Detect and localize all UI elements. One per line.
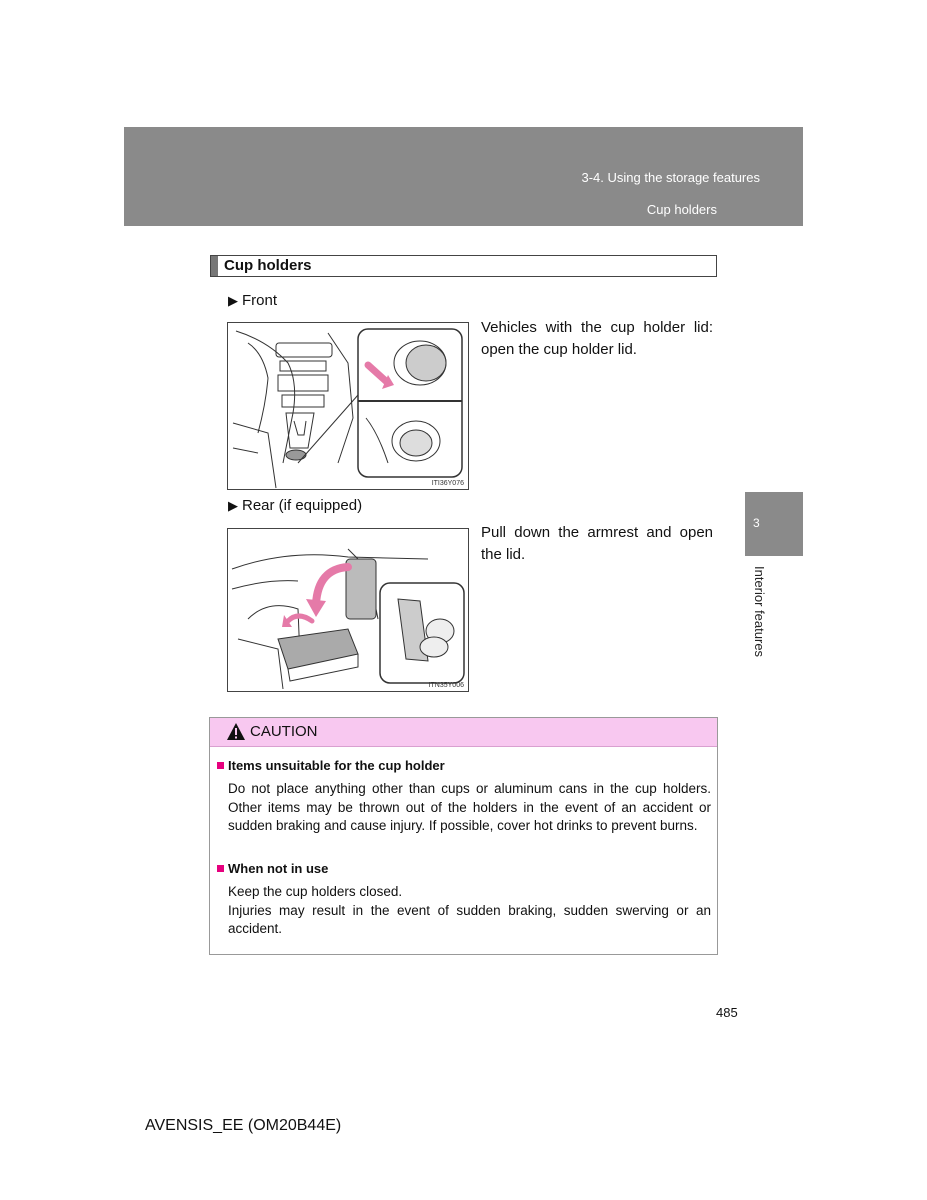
caution-body-line: Keep the cup holders closed.: [228, 884, 403, 899]
chapter-tab: [745, 492, 803, 556]
caution-title: CAUTION: [250, 723, 318, 740]
rear-heading: [228, 497, 362, 514]
rear-armrest-cup-holder-illustration: [228, 529, 468, 691]
rear-heading-text: Rear (if equipped): [242, 497, 363, 514]
page-number: 485: [716, 1005, 738, 1020]
caution-header: [210, 718, 717, 747]
header-topic-title: Cup holders: [646, 202, 717, 217]
chapter-number: 3: [753, 516, 760, 530]
caution-item-body: [228, 883, 711, 939]
section-title-bar: [211, 256, 218, 276]
rear-figure-code: ITN35Y006: [428, 682, 464, 689]
section-title-box: [210, 255, 717, 277]
warning-triangle-icon: [226, 722, 246, 741]
front-figure-code: ITI36Y076: [431, 480, 464, 487]
caution-box: [209, 717, 718, 955]
rear-figure: [227, 528, 469, 692]
triangle-bullet-icon: ▶: [228, 293, 238, 308]
header-section-title: 3-4. Using the storage features: [581, 170, 760, 185]
chapter-label: Interior features: [752, 566, 767, 658]
section-title: Cup holders: [224, 257, 312, 274]
triangle-bullet-icon: ▶: [228, 498, 238, 513]
square-bullet-icon: [217, 762, 224, 769]
rear-description: Pull down the armrest and open the lid.: [481, 524, 713, 563]
header-band: [124, 127, 803, 226]
front-description: Vehicles with the cup holder lid: open the cup holder lid.: [481, 319, 713, 358]
document-code: AVENSIS_EE (OM20B44E): [145, 1117, 342, 1134]
square-bullet-icon: [217, 865, 224, 872]
front-heading: [228, 292, 277, 309]
dashboard-cup-holder-illustration: [228, 323, 468, 489]
caution-item-heading: When not in use: [217, 861, 328, 876]
caution-item-body: Do not place anything other than cups or aluminum cans in the cup holders. Other items may be thrown out of the holders in the event of an accident or sudden braking and cause injury. If possible, cover hot drinks to prevent burns.: [228, 781, 711, 833]
front-figure: [227, 322, 469, 490]
front-heading-text: Front: [242, 292, 278, 309]
caution-item-heading: Items unsuitable for the cup holder: [217, 758, 445, 773]
caution-body-line: Injuries may result in the event of sudden braking, sudden swerving or an accident.: [228, 902, 711, 936]
